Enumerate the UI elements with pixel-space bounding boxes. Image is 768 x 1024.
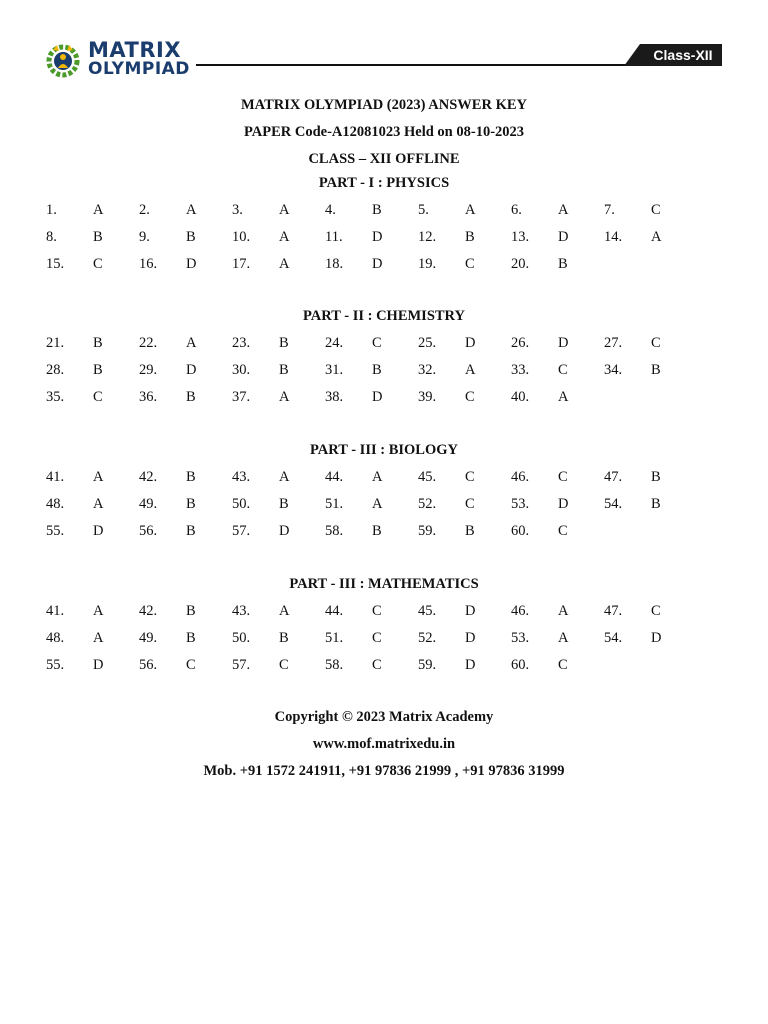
answer-option: A	[372, 496, 383, 512]
question-number: 49.	[139, 496, 158, 512]
question-number: 55.	[46, 657, 65, 673]
answer-option: A	[558, 630, 569, 646]
answer-section	[0, 170, 768, 278]
answer-option: A	[558, 202, 569, 218]
answer-option: C	[372, 657, 382, 673]
answer-option: D	[465, 630, 476, 646]
answer-row	[0, 251, 768, 278]
answer-option: B	[651, 362, 661, 378]
answer-option: D	[279, 523, 290, 539]
question-number: 51.	[325, 496, 344, 512]
answer-option: D	[558, 335, 569, 351]
question-number: 19.	[418, 256, 437, 272]
answer-option: B	[186, 389, 196, 405]
question-number: 13.	[511, 229, 530, 245]
question-number: 17.	[232, 256, 251, 272]
answer-option: B	[279, 335, 289, 351]
question-number: 51.	[325, 630, 344, 646]
question-number: 6.	[511, 202, 522, 218]
section-heading: PART - III : BIOLOGY	[309, 442, 458, 458]
answer-option: D	[93, 523, 104, 539]
logo-wordmark-top: MATRIX	[88, 38, 182, 62]
question-number: 1.	[46, 202, 57, 218]
question-number: 42.	[139, 469, 158, 485]
question-number: 57.	[232, 657, 251, 673]
question-number: 46.	[511, 603, 530, 619]
question-number: 2.	[139, 202, 150, 218]
question-number: 44.	[325, 603, 344, 619]
question-number: 47.	[604, 469, 623, 485]
answer-option: A	[465, 202, 476, 218]
answer-option: C	[651, 335, 661, 351]
answer-option: C	[558, 362, 568, 378]
question-number: 29.	[139, 362, 158, 378]
question-number: 24.	[325, 335, 344, 351]
answer-option: B	[558, 256, 568, 272]
question-number: 8.	[46, 229, 57, 245]
question-number: 44.	[325, 469, 344, 485]
answer-option: B	[186, 630, 196, 646]
question-number: 58.	[325, 523, 344, 539]
answer-row	[0, 384, 768, 411]
answer-option: C	[651, 603, 661, 619]
question-number: 54.	[604, 496, 623, 512]
answer-option: C	[465, 496, 475, 512]
question-number: 58.	[325, 657, 344, 673]
answer-option: A	[93, 469, 104, 485]
answer-row	[0, 491, 768, 518]
logo-wordmark-bottom: OLYMPIAD	[88, 59, 190, 79]
answer-option: B	[651, 496, 661, 512]
page-footer	[0, 704, 768, 785]
question-number: 59.	[418, 523, 437, 539]
question-number: 4.	[325, 202, 336, 218]
question-number: 16.	[139, 256, 158, 272]
question-number: 31.	[325, 362, 344, 378]
question-number: 9.	[139, 229, 150, 245]
answer-option: A	[372, 469, 383, 485]
question-number: 36.	[139, 389, 158, 405]
answer-row	[0, 464, 768, 491]
answer-option: C	[558, 469, 568, 485]
answer-option: D	[651, 630, 662, 646]
answer-row	[0, 197, 768, 224]
section-heading: PART - III : MATHEMATICS	[289, 576, 479, 592]
gear-emblem-icon	[44, 42, 82, 78]
answer-option: A	[279, 389, 290, 405]
question-number: 3.	[232, 202, 243, 218]
answer-option: A	[279, 229, 290, 245]
question-number: 45.	[418, 603, 437, 619]
class-badge-label: Class-XII	[653, 47, 713, 63]
answer-option: A	[93, 603, 104, 619]
question-number: 25.	[418, 335, 437, 351]
answer-row	[0, 357, 768, 384]
question-number: 28.	[46, 362, 65, 378]
question-number: 52.	[418, 630, 437, 646]
question-number: 50.	[232, 496, 251, 512]
question-number: 55.	[46, 523, 65, 539]
question-number: 18.	[325, 256, 344, 272]
answer-option: B	[465, 523, 475, 539]
answer-option: B	[93, 229, 103, 245]
answer-option: A	[93, 630, 104, 646]
question-number: 20.	[511, 256, 530, 272]
question-number: 21.	[46, 335, 65, 351]
answer-option: D	[186, 362, 197, 378]
question-number: 48.	[46, 630, 65, 646]
question-number: 11.	[325, 229, 343, 245]
section-heading: PART - I : PHYSICS	[318, 175, 450, 191]
question-number: 50.	[232, 630, 251, 646]
answer-row	[0, 598, 768, 625]
answer-option: B	[186, 469, 196, 485]
section-heading: PART - II : CHEMISTRY	[303, 308, 465, 324]
answer-option: B	[372, 362, 382, 378]
website-text: www.mof.matrixedu.in	[312, 736, 456, 752]
answer-option: A	[651, 229, 662, 245]
answer-option: B	[186, 496, 196, 512]
answer-option: B	[93, 362, 103, 378]
question-number: 23.	[232, 335, 251, 351]
question-number: 43.	[232, 603, 251, 619]
answer-option: A	[279, 256, 290, 272]
answer-row	[0, 652, 768, 679]
page-header	[0, 0, 768, 90]
question-number: 47.	[604, 603, 623, 619]
answer-option: C	[651, 202, 661, 218]
answer-option: A	[186, 202, 197, 218]
question-number: 32.	[418, 362, 437, 378]
question-number: 45.	[418, 469, 437, 485]
copyright-text: Copyright © 2023 Matrix Academy	[274, 709, 494, 725]
answer-option: D	[465, 603, 476, 619]
answer-option: D	[372, 389, 383, 405]
answer-key-titles	[0, 92, 768, 173]
answer-option: D	[93, 657, 104, 673]
question-number: 48.	[46, 496, 65, 512]
question-number: 53.	[511, 496, 530, 512]
answer-option: B	[651, 469, 661, 485]
question-number: 39.	[418, 389, 437, 405]
answer-option: C	[279, 657, 289, 673]
paper-code: PAPER Code-A12081023 Held on 08-10-2023	[243, 124, 525, 140]
question-number: 7.	[604, 202, 615, 218]
answer-option: B	[279, 362, 289, 378]
answer-option: B	[465, 229, 475, 245]
answer-row	[0, 518, 768, 545]
question-number: 46.	[511, 469, 530, 485]
answer-option: A	[558, 389, 569, 405]
answer-section	[0, 571, 768, 679]
answer-option: B	[279, 630, 289, 646]
answer-option: B	[186, 603, 196, 619]
answer-option: C	[465, 256, 475, 272]
question-number: 60.	[511, 523, 530, 539]
document-title: MATRIX OLYMPIAD (2023) ANSWER KEY	[241, 97, 527, 113]
answer-row	[0, 224, 768, 251]
answer-option: C	[465, 469, 475, 485]
answer-option: D	[558, 496, 569, 512]
answer-section	[0, 437, 768, 545]
answer-option: A	[279, 603, 290, 619]
answer-row	[0, 625, 768, 652]
answer-option: C	[558, 523, 568, 539]
answer-option: B	[372, 202, 382, 218]
question-number: 54.	[604, 630, 623, 646]
question-number: 40.	[511, 389, 530, 405]
answer-option: A	[93, 202, 104, 218]
question-number: 33.	[511, 362, 530, 378]
question-number: 38.	[325, 389, 344, 405]
matrix-olympiad-logo	[44, 40, 200, 80]
question-number: 60.	[511, 657, 530, 673]
question-number: 52.	[418, 496, 437, 512]
answer-option: A	[558, 603, 569, 619]
question-number: 56.	[139, 657, 158, 673]
question-number: 34.	[604, 362, 623, 378]
question-number: 41.	[46, 603, 65, 619]
question-number: 59.	[418, 657, 437, 673]
answer-option: B	[372, 523, 382, 539]
question-number: 43.	[232, 469, 251, 485]
answer-option: D	[558, 229, 569, 245]
question-number: 53.	[511, 630, 530, 646]
question-number: 5.	[418, 202, 429, 218]
answer-option: D	[186, 256, 197, 272]
answer-option: C	[93, 256, 103, 272]
question-number: 42.	[139, 603, 158, 619]
answer-option: A	[279, 202, 290, 218]
answer-option: C	[465, 389, 475, 405]
answer-option: D	[372, 256, 383, 272]
mobile-numbers: Mob. +91 1572 241911, +91 97836 21999 , +91 97836 31999	[203, 763, 565, 779]
question-number: 22.	[139, 335, 158, 351]
question-number: 10.	[232, 229, 251, 245]
class-badge	[624, 44, 722, 66]
question-number: 56.	[139, 523, 158, 539]
answer-option: A	[93, 496, 104, 512]
answer-option: A	[465, 362, 476, 378]
answer-option: B	[279, 496, 289, 512]
answer-option: A	[279, 469, 290, 485]
answer-option: C	[186, 657, 196, 673]
answer-option: C	[93, 389, 103, 405]
answer-option: C	[372, 630, 382, 646]
question-number: 27.	[604, 335, 623, 351]
question-number: 30.	[232, 362, 251, 378]
question-number: 57.	[232, 523, 251, 539]
answer-section	[0, 303, 768, 411]
question-number: 12.	[418, 229, 437, 245]
question-number: 41.	[46, 469, 65, 485]
question-number: 14.	[604, 229, 623, 245]
answer-option: C	[558, 657, 568, 673]
answer-option: A	[186, 335, 197, 351]
question-number: 35.	[46, 389, 65, 405]
answer-option: D	[465, 335, 476, 351]
question-number: 26.	[511, 335, 530, 351]
answer-option: B	[186, 229, 196, 245]
answer-option: B	[93, 335, 103, 351]
answer-option: C	[372, 603, 382, 619]
question-number: 49.	[139, 630, 158, 646]
answer-option: D	[465, 657, 476, 673]
answer-option: D	[372, 229, 383, 245]
answer-row	[0, 330, 768, 357]
answer-option: C	[372, 335, 382, 351]
answer-option: B	[186, 523, 196, 539]
class-label: CLASS – XII OFFLINE	[308, 151, 460, 167]
question-number: 37.	[232, 389, 251, 405]
question-number: 15.	[46, 256, 65, 272]
